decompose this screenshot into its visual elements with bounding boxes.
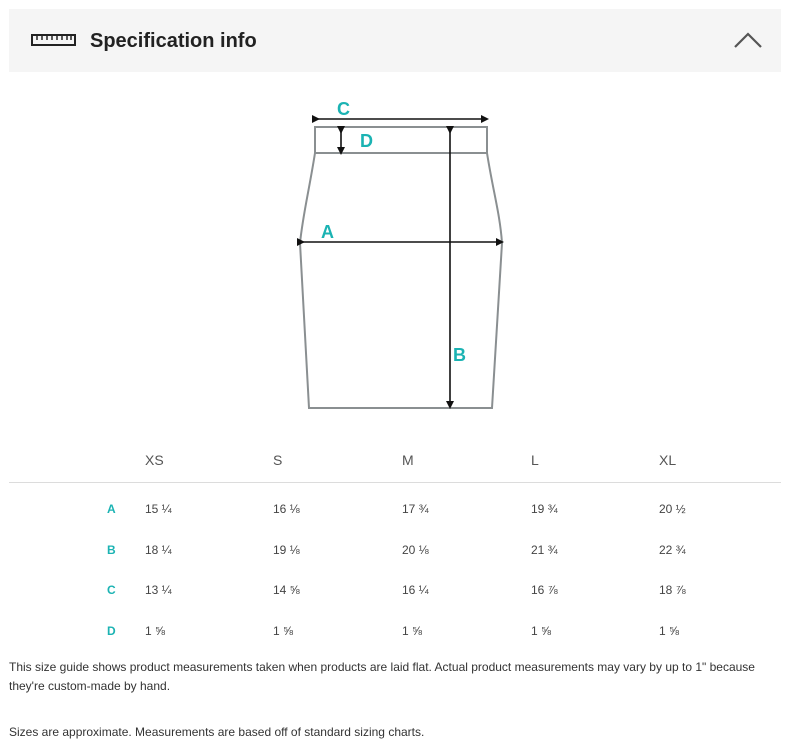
approximate-note: Sizes are approximate. Measurements are based off of standard sizing charts. <box>9 725 425 739</box>
section-title: Specification info <box>90 30 257 52</box>
measurement-note: This size guide shows product measurements taken when products are laid flat. Actual product measurements may vary by up to 1" because they're custom-made by hand. <box>9 660 755 693</box>
size-table-header <box>9 440 781 483</box>
table-cell: 16 ⅛ <box>273 502 300 516</box>
table-row <box>9 490 781 530</box>
table-cell: 1 ⅝ <box>531 624 552 638</box>
skirt-measurement-diagram <box>295 96 515 416</box>
table-cell: 20 ½ <box>659 502 686 516</box>
table-cell: 13 ¼ <box>145 583 172 597</box>
table-cell: 20 ⅛ <box>402 543 429 557</box>
table-row <box>9 571 781 611</box>
table-cell: 19 ⅛ <box>273 543 300 557</box>
table-cell: 22 ¾ <box>659 543 686 557</box>
skirt-outline <box>300 127 502 408</box>
table-cell: 16 ¼ <box>402 583 429 597</box>
table-row <box>9 531 781 571</box>
table-cell: 18 ¼ <box>145 543 172 557</box>
chevron-up-icon[interactable] <box>733 30 763 50</box>
table-cell: 14 ⅝ <box>273 583 300 597</box>
table-cell: 1 ⅝ <box>273 624 294 638</box>
table-cell: 17 ¾ <box>402 502 429 516</box>
table-row <box>9 612 781 652</box>
row-key: A <box>107 502 116 516</box>
size-xs: XS <box>145 452 164 468</box>
size-l: L <box>531 452 539 468</box>
table-cell: 1 ⅝ <box>659 624 680 638</box>
row-key: D <box>107 624 116 638</box>
row-key: C <box>107 583 116 597</box>
table-cell: 1 ⅝ <box>145 624 166 638</box>
table-cell: 21 ¾ <box>531 543 558 557</box>
size-xl: XL <box>659 452 677 468</box>
size-m: M <box>402 452 414 468</box>
row-key: B <box>107 543 116 557</box>
ruler-icon <box>31 34 76 46</box>
table-cell: 15 ¼ <box>145 502 172 516</box>
size-s: S <box>273 452 283 468</box>
label-c: C <box>337 99 350 119</box>
label-d: D <box>360 131 373 151</box>
label-b: B <box>453 345 466 365</box>
table-cell: 16 ⅞ <box>531 583 558 597</box>
table-cell: 1 ⅝ <box>402 624 423 638</box>
table-cell: 19 ¾ <box>531 502 558 516</box>
spec-header[interactable] <box>9 9 781 72</box>
table-cell: 18 ⅞ <box>659 583 686 597</box>
label-a: A <box>321 222 334 242</box>
